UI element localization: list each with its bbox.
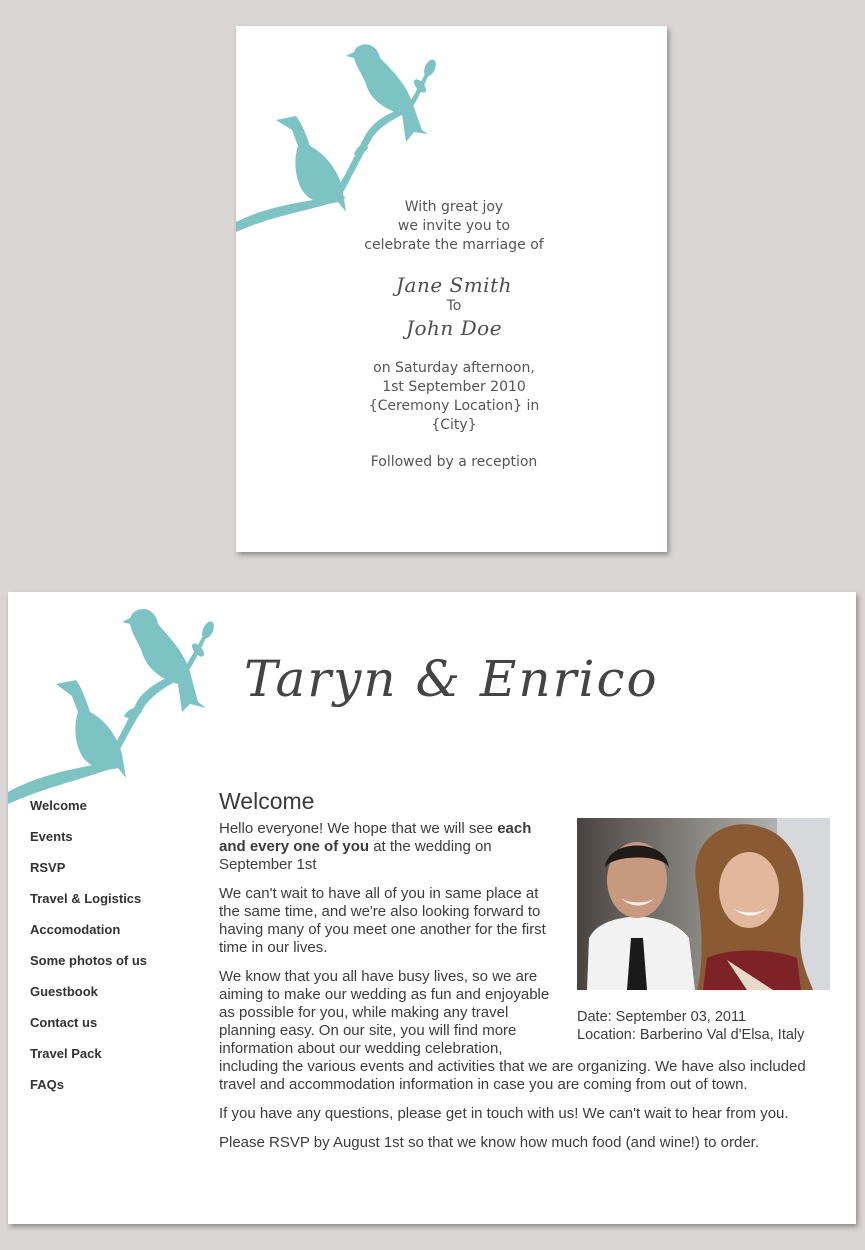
event-location: Location: Barberino Val d'Elsa, Italy	[577, 1027, 805, 1043]
birds-on-branch-icon	[8, 592, 238, 812]
detail-line: {Ceremony Location} in {City}	[368, 398, 540, 433]
nav-item-rsvp[interactable]: RSVP	[30, 860, 66, 875]
nav-item-contact[interactable]: Contact us	[30, 1015, 98, 1030]
intro-line: we invite you to	[397, 218, 511, 234]
connector-text: To	[446, 298, 462, 314]
page-heading: Welcome	[219, 788, 315, 814]
couple-info-box	[577, 818, 831, 1044]
paragraph-greeting: Hello everyone! We hope that we will see each and every one of you at the wedding on September 1st	[219, 820, 532, 873]
detail-line: on Saturday afternoon,	[373, 360, 535, 376]
invitation-text	[344, 198, 564, 472]
nav-item-faqs[interactable]: FAQs	[30, 1077, 64, 1092]
wedding-website	[8, 592, 856, 1224]
intro-line: celebrate the marriage of	[364, 237, 544, 253]
detail-line: 1st September 2010	[382, 379, 526, 395]
nav-item-accomodation[interactable]: Accomodation	[30, 922, 121, 937]
event-info	[577, 1008, 831, 1044]
groom-name: John Doe	[405, 316, 503, 340]
main-content	[219, 790, 819, 1163]
nav-item-welcome[interactable]: Welcome	[30, 798, 87, 813]
nav-item-photos[interactable]: Some photos of us	[30, 953, 147, 968]
intro-line: With great joy	[404, 199, 504, 215]
paragraph: If you have any questions, please get in touch with us! We can't wait to hear from you.	[219, 1105, 789, 1122]
nav-item-guestbook[interactable]: Guestbook	[30, 984, 98, 999]
invitation-card	[236, 26, 667, 552]
main-navigation	[30, 790, 147, 1100]
paragraph-rsvp: Please RSVP by August 1st so that we know how much food (and wine!) to order.	[219, 1134, 760, 1151]
bride-name: Jane Smith	[396, 273, 512, 297]
nav-item-events[interactable]: Events	[30, 829, 73, 844]
nav-item-travel-pack[interactable]: Travel Pack	[30, 1046, 102, 1061]
couple-photo	[577, 818, 830, 990]
site-title: Taryn & Enrico	[244, 650, 659, 708]
event-date: Date: September 03, 2011	[577, 1009, 747, 1025]
reception-line: Followed by a reception	[370, 454, 538, 470]
paragraph: We can't wait to have all of you in same place at the same time, and we're also looking forward to having many of you meet one another for the first time in our lives.	[219, 885, 546, 956]
nav-item-travel-logistics[interactable]: Travel & Logistics	[30, 891, 142, 906]
paragraph: We know that you all have busy lives, so we are aiming to make our wedding as fun and enjoyable as possible for you, while making any travel planning easy. On our site, you will find more information about our wedding celebration, including the various events and activities that we are organizing. We have also included travel and accommodation information in case you are coming from out of town.	[219, 968, 806, 1093]
